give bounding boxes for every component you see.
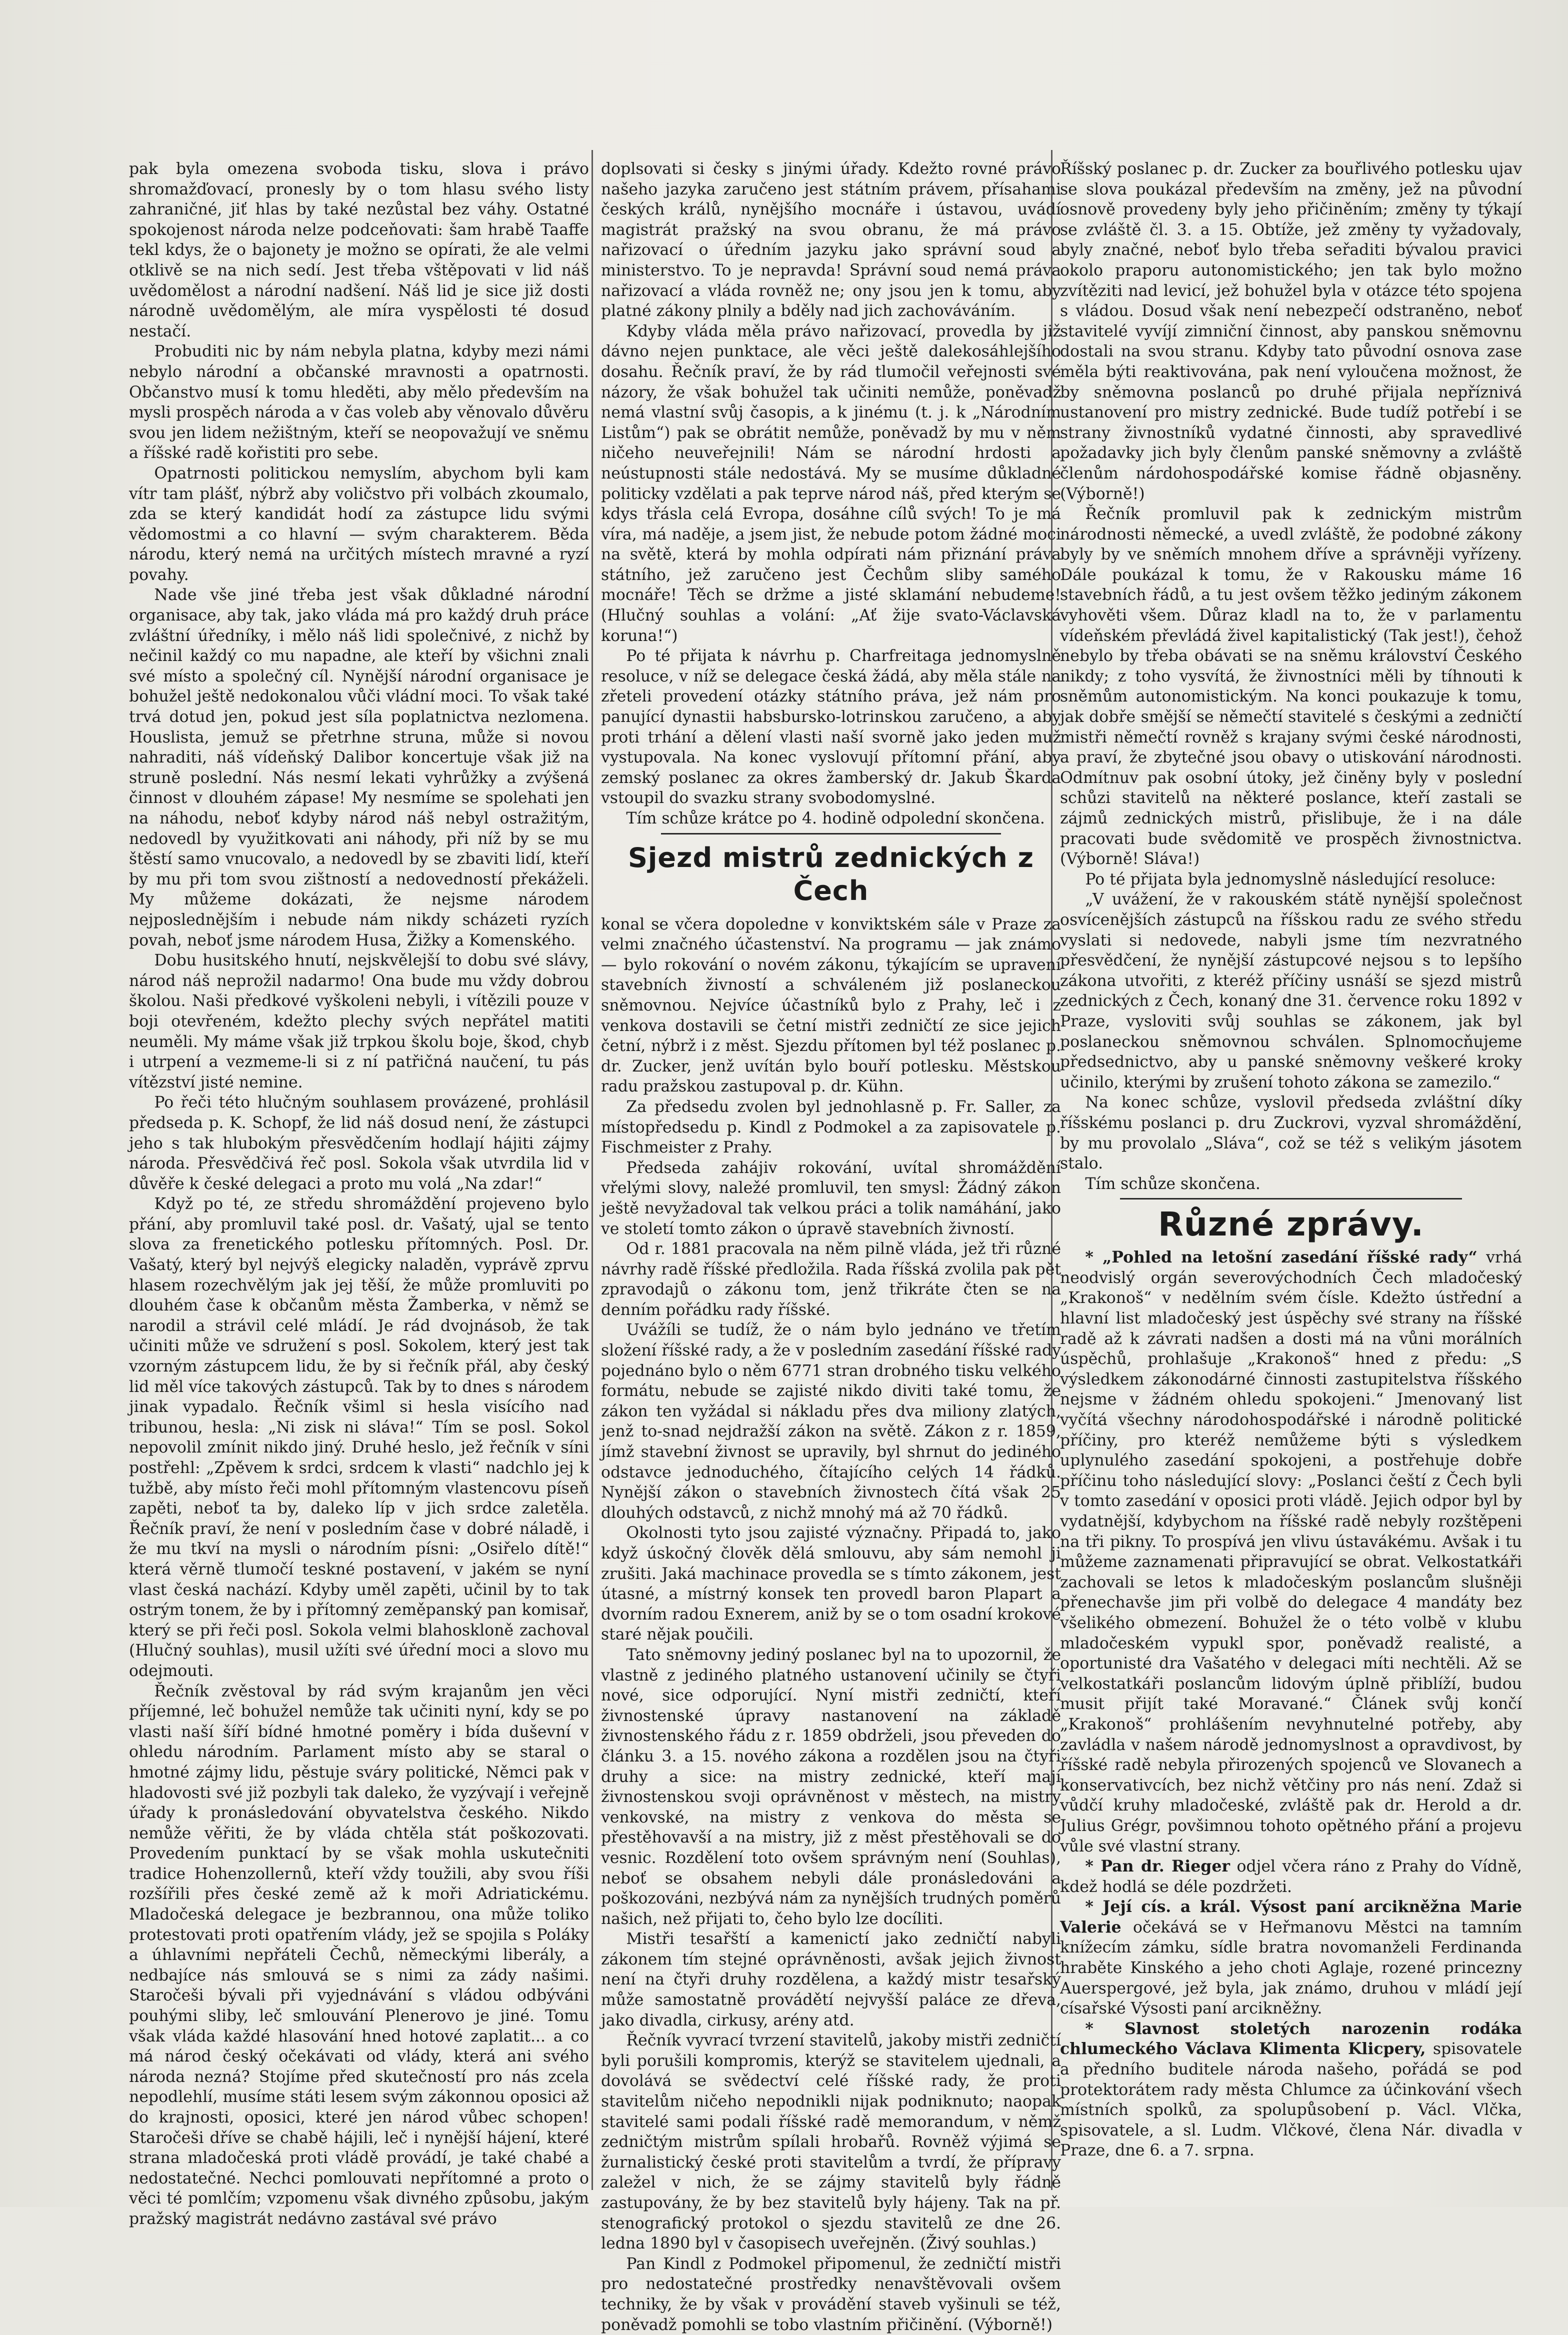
column-middle [601, 159, 1061, 2334]
paragraph: Předseda zahájiv rokování, uvítal shromáždění vřelými slovy, naležé promluvil, ten smysl: Žádný zákon ještě nevyžadoval tak velkou práci a tolik namáhání, jako ve století tomto zákon o úpravě stavebních živností. [601, 1158, 1061, 1238]
news-item-title: * Slavnost stoletých narozenin rodáka chlumeckého Václava Klimenta Klicpery, [1060, 2019, 1522, 2058]
news-item-title: * „Pohled na letošní zasedání říšské rady“ [1085, 1248, 1478, 1267]
news-item-body: spisovatele a předního buditele národa našeho, pořádá se pod protektorátem rady města Chlumce za účinkování všech místních spolků, za spolupůsobení p. Václ. Vlčka, spisovatele, a sl. Ludm. Vlčkové, člena Nár. divadla v Praze, dne 6. a 7. srpna. [1060, 2040, 1522, 2160]
news-item [1060, 1856, 1522, 1897]
paragraph: Řečník vyvrací tvrzení stavitelů, jakoby mistři zedničtí byli porušili kompromis, kterýž se stavitelem ujednali, a dovolává se svědectví celé říšské rady, že proti stavitelům ničeho nepodnikli nijak podniknuto; naopak stavitelé sami podali říšské radě memorandum, v němž zedničtým mistrům spílali hrobařů. Rovněž výjimá se žurnalistický české proti stavitelům a tvrdí, že přípravy zaležel v nich, že se zájmy stavitelů byly řádně zastupovány, že by bez stavitelů byly hájeny. Tak na př. stenografický protokol o sjezdu stavitelů ze dne 26. ledna 1890 byl v časopisech uveřejněn. (Živý souhlas.) [601, 2032, 1061, 2253]
paragraph: Kdyby vláda měla právo nařizovací, provedla by již dávno nejen punktace, ale věci ještě dalekosáhlejšího dosahu. Řečník praví, že by rád tlumočil veřejnosti své názory, že však bohužel tak učiniti nemůže, poněvadž nemá vlastní svůj časopis, a k jinému (t. j. k „Národním Listům“) pak se obrátit nemůže, poněvadž by mu v něm ničeho neuveřejnili! Nám se národní hrdosti a neústupnosti stále nedostává. My se musíme důkladné politicky vzdělati a pak teprve národ náš, před kterým se kdys třásla celá Evropa, dosáhne cílů svých! To je má víra, má naděje, a jsem jist, že nebude potom žádné moci na světě, která by mohla odpírati nám přiznání práva státního, jež zaručeno jest Čechům sliby samého mocnáře! Těch se držme a jisté sklamání nebudeme! (Hlučný souhlas a volání: „Ať žije svato-Václavská koruna!“) [601, 322, 1061, 645]
paragraph: Po řeči této hlučným souhlasem provázené, prohlásil předseda p. K. Schopf, že lid náš dosud není, že zástupci jeho s tak hlubokým přesvědčením hodlají hájiti zájmy národa. Přesvědčivá řeč posl. Sokola však utvrdila lid v důvěře k české delegaci a proto mu volá „Na zdar!“ [129, 1094, 589, 1193]
paragraph: doplsovati si česky s jinými úřady. Kdežto rovné právo našeho jazyka zaručeno jest státním právem, přísahami českých králů, nynějšího mocnáře i ústavou, uvádí magistrát pražský na svou obranu, že má právo nařizovací o úředním jazyku jako správní soud a ministerstvo. To je nepravda! Správní soud nemá práva nařizovací a vláda rovněž ne; ony jsou jen k tomu, aby platné zákony plnily a bděly nad jich zachováváním. [601, 160, 1061, 320]
paragraph: Tím schůze krátce po 4. hodině odpolední skončena. [626, 810, 1045, 828]
paragraph: Za předsedu zvolen byl jednohlasně p. Fr. Saller, za místopředsedu p. Kindl z Podmokel a za zapisovatele p. Fischmeister z Prahy. [601, 1098, 1061, 1157]
paragraph: konal se včera dopoledne v konviktském sále v Praze za velmi značného účastenství. Na programu — jak známo — bylo rokování o novém zákonu, týkajícím se upravení stavebních živností a schváleném již poslaneckou sněmovnou. Nejvíce účastníků bylo z Prahy, leč i z venkova dostavili se četní mistři zedničtí ze sice jejich četní, nýbrž i z měst. Sjezdu přítomen byl též poslanec p. dr. Zucker, jenž uvítán bylo bouří potlesku. Městskou radu pražskou zastupoval p. dr. Kühn. [601, 915, 1061, 1096]
news-item [1060, 2019, 1522, 2161]
news-item [1060, 1248, 1522, 1856]
paragraph: Říšský poslanec p. dr. Zucker za bouřlivého potlesku ujav se slova poukázal především na změny, jež na původní osnově provedeny byly jeho přičiněním; změny ty týkají se zvláště čl. 3. a 15. Obtíže, jež změny ty vyžadovaly, byly značné, neboť bylo třeba seřaditi bývalou pravici okolo praporu autonomistického; jen tak bylo možno zvítěziti nad levicí, jež bohužel byla v otázce této spojena s vládou. Dosud však není nebezpečí odstraněno, neboť stavitelé vyvíjí zimniční činnost, aby panskou sněmovnu dostali na svou stranu. Kdyby tato původní osnova zase měla býti reaktivována, pak není vyloučena možnost, že by sněmovna poslanců po druhé přijala nepříznivá ustanovení pro mistry zednické. Bude tudíž potřebí i se strany živnostníků vydatné činnosti, aby spravedlivé požadavky jich byly členům panské sněmovny a zvláště členům nárdohospodářské komise řádně objasněny. (Výborně!) [1060, 160, 1522, 503]
news-item [1060, 1897, 1522, 2019]
news-item-body: vrhá neodvislý orgán severovýchodních Čech mladočeský „Krakonoš“ v nedělním svém čísle. Kdežto ústřední a hlavní list mladočeský jest úspěchy své strany na říšské radě až k závrati nadšen a dosti má na vůni morálních úspěchů, prohlašuje „Krakonoš“ hned z předu: „S výsledkem zákonodárné činnosti zastupitelstva říšského nejsme v žádném ohledu spokojeni.“ Jmenovaný list vyčítá všechny národohospodářské i národně politické příčiny, pro kteréž nemůžeme býti s výsledkem uplynulého zasedání spokojeni, a postřehuje dobře příčinu toho následující slovy: „Poslanci čeští z Čech byli v tomto zasedání v oposici proti vládě. Jejich odpor byl by vydatnější, kdybychom na říšské radě nebyly rozštěpeni na tři pikny. To prospívá jen vlivu ústavákému. Avšak i tu můžeme zaznamenati připravující se obrat. Velkostatkáři zachovali se letos k mladočeským poslancům slušněji přenechavše jim při volbě do delegace 4 mandáty bez všelikého obmezení. Bohužel že o této volbě v klubu mladočeském vypukl spor, poněvadž realisté, a oportunisté dra Vašatého v delegaci míti nechtěli. Až se velkostatkáři poslancům lidovým úplně přiblíží, budou musit přijít také Moravané.“ Článek svůj končí „Krakonoš“ prohlášením nevyhnutelné potřeby, aby zavládla v našem národě jednomyslnost a opravdivost, by říšské radě nebyla přirozených spojenců ve Slovanech a konservativcích, bez nichž větčiny pro nás není. Zdaž si vůdčí kruhy mladočeské, zvláště pak dr. Herold a dr. Julius Grégr, povšimnou tohoto opětného přání a projevu vůle své vlastní strany. [1060, 1248, 1522, 1856]
paragraph: Tato sněmovny jediný poslanec byl na to upozornil, že vlastně z jediného platného ustanovení učinily se čtyři nové, sice odporující. Nyní mistři zedničtí, kteří živnostenské úpravy nastanovení na základě živnostenského řádu z r. 1859 obdrželi, jsou převeden do článku 3. a 15. nového zákona a rozdělen jsou na čtyři druhy a sice: na mistry zednické, kteří mají živnostenskou svoji oprávněnost v městech, na mistry venkovské, na mistry z venkova do města se přestěhovavší a na mistry, již z měst přestěhovali se do vesnic. Rozdělení toto ovšem správným není (Souhlas), neboť se obsahem nebyli dále pronásledováni a poškozováni, nezbývá nám za nynějších trudných poměrů našich, než přijati to, čeho bylo lze docíliti. [601, 1646, 1061, 1928]
paragraph: Po té přijata k návrhu p. Charfreitaga jednomyslně resoluce, v níž se delegace česká žádá, aby měla stále na zřeteli provedení otázky státního práva, jež nám pro panující dynastii habsbursko-lotrinskou zaručeno, a aby proti trhání a dělení vlasti naší svorně jako jeden muž vystupovala. Na konec vyslovují přítomní přání, aby zemský poslanec za okres žamberský dr. Jakub Škarda vstoupil do svazku strany svobodomyslné. [601, 647, 1061, 808]
paragraph: Uvážíli se tudíž, že o nám bylo jednáno ve třetím složení říšské rady, a že v posledním zasedání říšské rady pojednáno bylo o něm 6771 stran drobného tisku velkého formátu, nebude se zajisté nikdo diviti také tomu, že zákon ten vyžádal si nákladu přes dva miliony zlatých, jenž to-snad nejdražší zákon na světě. Zákon z r. 1859, jímž stavební živnost se upravily, byl shrnut do jediného odstavce jednoduchého, čítajícího celých 14 řádků. Nynější zákon o stavebních živnostech čítá však 25 dlouhých odstavců, z nichž mnohý má až 70 řádků. [601, 1321, 1061, 1522]
column-left [129, 159, 589, 2228]
news-item-title: * Pan dr. Rieger [1085, 1857, 1230, 1876]
news-item-body: odjel včera ráno z Prahy do Vídně, kdež hodlá se déle pozdržeti. [1060, 1858, 1522, 1896]
paragraph: Od r. 1881 pracovala na něm pilně vláda, jež tři různé návrhy radě říšské předložila. Rada říšská zvolila pak pět zpravodajů o zákonu tom, jenž třikráte čten se na denním pořádku rady říšské. [601, 1240, 1061, 1319]
section-divider [661, 833, 1001, 834]
paragraph: Pan Kindl z Podmokel připomenul, že zedničtí mistři pro nedostatečné prostředky nenavštěvovali ovšem techniky, že by však v provádění staveb vyšinuli se též, poněvadž pomohli se tobo vlastním přičinění. (Výborně!) [601, 2254, 1061, 2334]
paragraph: Na konec schůze, vyslovil předseda zvláštní díky říšskému poslanci p. dru Zuckrovi, vyzval shromáždění, by mu provolalo „Sláva“, což se též s velikým jásotem stalo. [1060, 1094, 1522, 1173]
paragraph: Po té přijata byla jednomyslně následující resoluce: [1085, 870, 1496, 888]
paragraph: Dobu husitského hnutí, nejskvělejší to dobu své slávy, národ náš neprožil nadarmo! Ona bude mu vždy dobrou školou. Naši předkové vyškoleni nebyli, i vítězili pouze v boji otevřeném, kdežto plechy svých nepřátel matiti neuměli. My máme však již trpkou školu boje, škod, chyb i utrpení a vezmeme-li si z ní patřičná naučení, tu pás vítězství jisté nemine. [129, 952, 589, 1092]
paragraph: Řečník promluvil pak k zednickým mistrům národnosti německé, a uvedl zvláště, že podobné zákony byly by ve sněmích mnohem dříve a správněji vyřízeny. Dále poukázal k tomu, že v Rakousku máme 16 stavebních řádů, a tu jest ovšem těžko jediným zákonem vyhověti všem. Důraz kladl na to, že v parlamentu vídeňském převládá živel kapitalistický (Tak jest!), čehož nebylo by třeba obávati se na sněmu království Českého nikdy; z toho vysvítá, že živnostníci měli by tíhnouti k sněmům autonomistickým. Na konci poukazuje k tomu, jak dobře smější se němečtí stavitelé s českými a zedničtí mistři němečtí rovněž s krajany svými české národnosti, a praví, že zbytečné jsou obavy o utiskování národnosti. Odmítnuv pak osobní útoky, jež činěny byly v poslední schůzi stavitelů na některé poslance, kteří zastali se zájmů zednických mistrů, přislibuje, že i na dále pracovati bude svědomitě ve prospěch živnostnictva. (Výborně! Sláva!) [1060, 505, 1522, 868]
column-rule [592, 150, 593, 2190]
paragraph: Opatrnosti politickou nemyslím, abychom byli kam vítr tam plášť, nýbrž aby voličstvo při volbách zkoumalo, zda se který kandidát hodí za zástupce lidu svými vědomostmi a co hlavní — svým charakterem. Běda národu, který nemá na určitých místech mravné a ryzí povahy. [129, 464, 589, 584]
paragraph: Když po té, ze středu shromáždění projeveno bylo přání, aby promluvil také posl. dr. Vašatý, ujal se tento slova za frenetického potlesku přítomných. Posl. Dr. Vašatý, který byl nejvýš elegicky naladěn, vyprávě zprvu hlasem rozechvělým jak jej těší, že může promluviti po dlouhém čase k občanům města Žamberka, v němž se narodil a strávil celé mládí. Je rád dvojnásob, že tak učiniti může ve sdružení s posl. Sokolem, který jest tak vzorným zástupcem lidu, že by si řečník přál, aby český lid měl více takových zástupců. Tak by to dnes s národem jinak vypadalo. Řečník všiml si hesla visícího nad tribunou, hesla: „Ni zisk ni sláva!“ Tím se posl. Sokol nepovolil zmínit nikdo jiný. Druhé heslo, jež řečník v síni postřehl: „Zpěvem k srdci, srdcem k vlasti“ nadchlo jej k tužbě, aby místo řeči mohl přítomným vlastencovu píseň zapěti, neboť ta by, daleko líp v jich srdce zaletěla. Řečník praví, že není v posledním čase v dobré náladě, i že mu tkví na mysli o národním písni: „Osiřelo dítě!“ která věrně tlumočí teskné postavení, v jakém se nyní vlast česká nachází. Kdyby uměl zapěti, učinil by to tak ostrým tonem, že by i přítomný zeměpanský pan komisař, který se při řeči posl. Sokola velmi blahoskloně zachoval (Hlučný souhlas), musil užíti své úřední moci a slovo mu odejmouti. [129, 1195, 589, 1680]
paragraph: Řečník zvěstoval by rád svým krajanům jen věci příjemné, leč bohužel nemůže tak učiniti nyní, kdy se po vlasti naší šíří bídné hmotné poměry i bída duševní v ohledu národním. Parlament místo aby se staral o hmotné zájmy lidu, pěstuje sváry politické, Němci pak v hladovosti své již pozbyli tak daleko, že vyzývají i veřejně úřady k pronásledování obyvatelstva českého. Nikdo nemůže věřiti, že by vláda chtěla stát poškozovati. Provedením punktací by se však mohla uskutečniti tradice Hohenzollernů, kteří vždy toužili, aby svou říši rozšířili přes české země až k moři Adriatickému. Mladočeská delegace je bezbrannou, ona může toliko protestovati proti opatřením vlády, jež se spojila s Poláky a úhlavními nepřáteli Čechů, německými liberály, a nedbajíce nás smlouvá se s nimi za zády našimi. Staročeši bývali při vyjednávání s vládou odbýváni pouhými sliby, leč smlouvání Plenerovo je jiné. Tomu však vláda každé hlasování hned hotové zaplatit... a co má národ český očekávati od vlády, která ani svého národa nezná? Stojíme před skutečností pro nás zcela nepodlehlí, musíme státi lesem svým zákonnou oposici až do krajnosti, oposici, které jen národ vůbec schopen! Staročeši dříve se chabě hájili, leč i nynější hájení, které strana mladočeská proti vládě provádí, je také chabé a nedostatečné. Nechci pomlouvati nepřítomné a proto o věci té pomlčím; vzpomenu však divného způsobu, jakým pražský magistrát nedávno zastával své právo [129, 1682, 589, 2228]
paragraph: Okolnosti tyto jsou zajisté význačny. Připadá to, jako když úskočný člověk dělá smlouvu, aby sám nemohl ji zrušiti. Jaká machinace provedla se s tímto zákonem, jest útasné, a místrný konsek ten provedl baron Plapart a dvorním radou Exnerem, aniž by se o tom osadní krokové staré nějak poučili. [601, 1524, 1061, 1644]
section-divider [1120, 1198, 1462, 1200]
news-item-title: * Její cís. a král. Výsost paní arcikněžna Marie Valerie [1060, 1898, 1522, 1936]
section-heading: Různé zprávy. [1158, 1205, 1424, 1244]
paragraph: Probuditi nic by nám nebyla platna, kdyby mezi námi nebylo národní a občanské mravnosti a opatrnosti. Občanstvo musí k tomu hleděti, aby mělo především na mysli prospěch národa a v čas voleb aby věnovalo důvěru svou jen lidem nežištným, kteří se neopovažují ve sněmu a říšské radě kořistiti pro sebe. [129, 342, 589, 462]
column-right [1060, 159, 1522, 2189]
paragraph: pak byla omezena svoboda tisku, slova i právo shromažďovací, pronesly by o tom hlasu svého listy zahraničné, jiť hlas by také nezůstal bez váhy. Ostatné spokojenost národa nelze podceňovati: šam hrabě Taaffe tekl kdys, že o bajonety je možno se opírati, že ale velmi otklivě se na nich sedí. Jest třeba vštěpovati v lid náš uvědomělost a národní nadšení. Náš lid je sice již dosti národně uvědomělým, ale míra vyspělosti té dosud nestačí. [129, 160, 589, 340]
paragraph: Mistři tesařští a kamenictí jako zedničtí nabyli zákonem tím stejné oprávněnosti, avšak jejich živnost není na čtyři druhy rozdělena, a každý mistr tesařský může samostatně provádětí nejvyšší paláce ze dřeva, jako divadla, cirkusy, arény atd. [601, 1930, 1061, 2030]
paragraph: Tím schůze skončena. [1085, 1174, 1260, 1193]
paragraph: Nade vše jiné třeba jest však důkladné národní organisace, aby tak, jako vláda má pro každý druh práce zvláštní úředníky, i mělo náš lidi společnivé, z nichž by nečinil každý co mu napadne, ale kteří by všichni znali své místo a společný cíl. Nynější národní organisace je bohužel ještě nedokonalou vůči vládní moci. To však také trvá dotud jen, pokud jest síla poplatnictva nezlomena. Houslista, jemuž se přetrhne struna, může si novou nahraditi, náš vídeňský Dalibor koncertuje však již na struně poslední. Nás nesmí lekati vyhrůžky a zvýšená činnost v dlouhém zápase! My nesmíme se spolehati jen na náhodu, neboť kdyby národ náš nebyl ostražitým, nedovedl by využitkovati ani náhody, při níž by se mu štěstí samo vnucovalo, a nedovedl by se zbaviti lidí, kteří by mu při tom svou zištností a nedovedností překáželi. My můžeme dokázati, že nejsme národem nejposlednějším i nebude nám nikdy scházeti ryzích povah, neboť jsme národem Husa, Žižky a Komenského. [129, 586, 589, 950]
article-heading: Sjezd mistrů zednických z Čech [628, 842, 1034, 906]
news-item-body: očekává se v Heřmanovu Městci na tamním knížecím zámku, sídle bratra novomanželi Ferdinanda hraběte Kinského a jeho choti Aglaje, rozené princezny Auerspergové, jež byla, jak známo, druhou v mládí její císařské Výsosti paní arcikněžny. [1060, 1918, 1522, 2018]
paragraph: „V uvážení, že v rakouském státě nynější společnost osvícenějších zástupců na říšskou radu ze svého středu vyslati si nedovede, nabyli jsme tím nezvratného přesvědčení, že nynější zástupcové nejsou s to lepšího zákona utvořiti, z kteréž příčiny usnáší se sjezd mistrů zednických z Čech, konaný dne 31. července roku 1892 v Praze, vysloviti svůj souhlas se zákonem, jak byl poslaneckou sněmovnou schválen. Splnomocňujeme předsednictvo, aby u panské sněmovny veškeré kroky učinilo, kterými by zrušení tohoto zákona se zamezilo.“ [1060, 890, 1522, 1092]
